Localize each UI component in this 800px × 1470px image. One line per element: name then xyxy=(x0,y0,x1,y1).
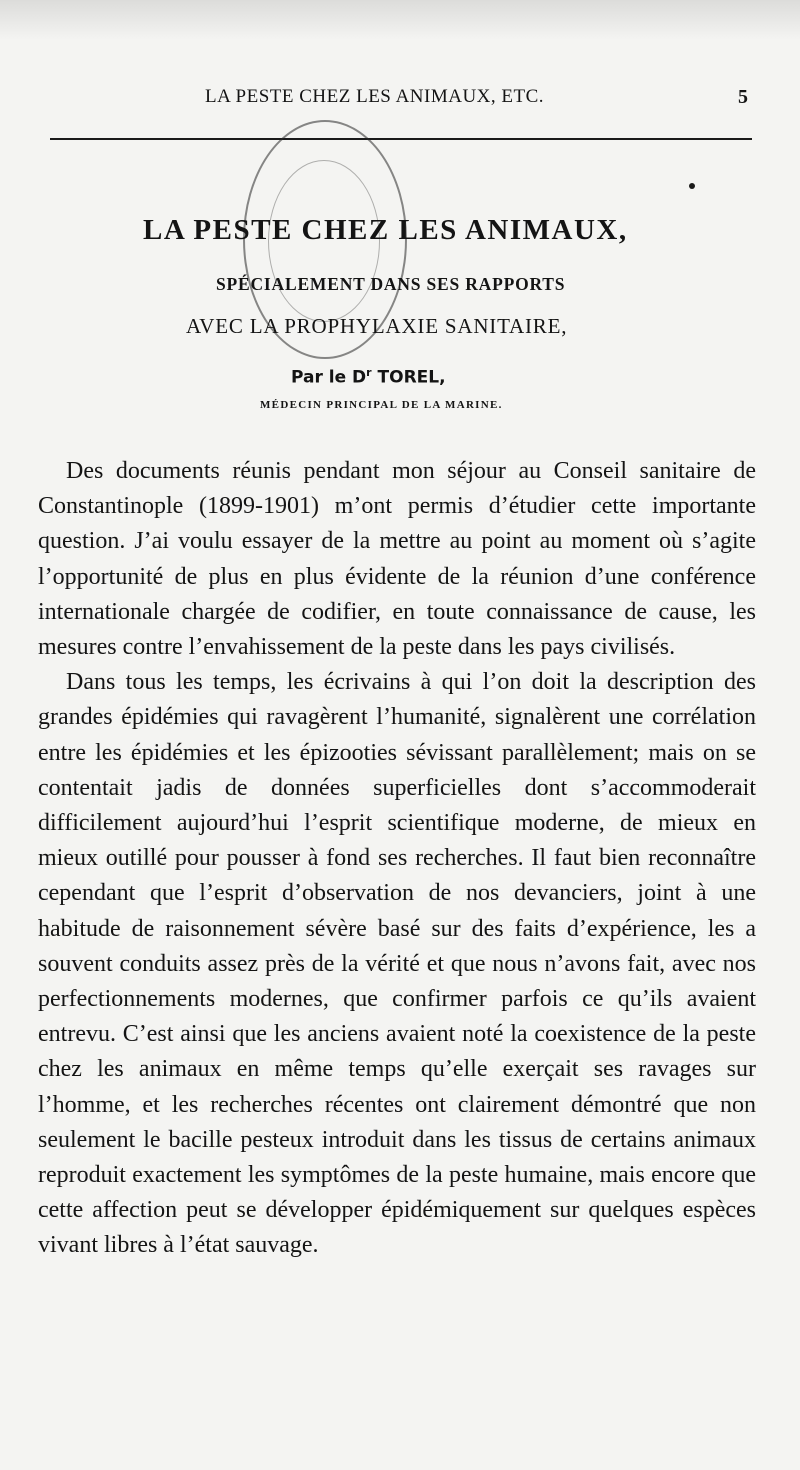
author-line xyxy=(291,366,446,388)
author-name: TOREL, xyxy=(377,367,446,388)
running-header xyxy=(0,86,800,116)
scan-edge-shadow xyxy=(0,0,800,40)
author-prefix: Par le D xyxy=(291,367,367,388)
author-affiliation: MÉDECIN PRINCIPAL DE LA MARINE. xyxy=(260,399,503,411)
header-rule xyxy=(50,138,752,140)
paragraph-2: Dans tous les temps, les écrivains à qui l’on doit la description des grandes épidémies qui ravagèrent l’humanité, signalèrent une corrélation entre les épidémies et les épizooties sévissant parallèlement; mais on se contentait jadis de données superficielles dont s’accommoderait difficilement aujourd’hui l’esprit scientifique moderne, de mieux en mieux outillé pour pousser à fond ses recherches. Il faut bien reconnaître cependant que l’esprit d’observation de nos devanciers, joint à une habitude de raisonnement sévère basé sur des faits d’expérience, les a souvent conduits assez près de la vérité et que nous n’avons fait, avec nos perfectionnements modernes, que confirmer parfois ce qu’ils avaient entrevu. C’est ainsi que les anciens avaient noté la coexistence de la peste chez les animaux en même temps qu’elle exerçait ses ravages sur l’homme, et les recherches récentes ont clairement démontré que non seulement le bacille pesteux introduit dans les tissus de certains animaux reproduit exactement les symptômes de la peste humaine, mais encore que cette affection peut se développer épidémiquement sur quelques espèces vivant libres à l’état sauvage. xyxy=(38,669,756,1259)
title-line-2: SPÉCIALEMENT DANS SES RAPPORTS xyxy=(216,274,566,294)
page-number: 5 xyxy=(738,86,748,108)
running-title: LA PESTE CHEZ LES ANIMAUX, ETC. xyxy=(205,86,545,107)
author-title-superscript: r xyxy=(366,366,372,379)
paragraph-1: Des documents réunis pendant mon séjour au Conseil sanitaire de Constantinople (1899-1901) m’ont permis d’étudier cette importante question. J’ai voulu essayer de la mettre au point au moment où s’agite l’opportunité de plus en plus évidente de la réunion d’une conférence internationale chargée de codifier, en toute connaissance de cause, les mesures contre l’envahissement de la peste dans les pays civilisés. xyxy=(38,458,756,661)
body-text xyxy=(38,454,756,1264)
title-line-3: AVEC LA PROPHYLAXIE SANITAIRE, xyxy=(186,314,568,338)
ink-dot xyxy=(689,183,695,189)
title-line-1: LA PESTE CHEZ LES ANIMAUX, xyxy=(143,214,628,246)
